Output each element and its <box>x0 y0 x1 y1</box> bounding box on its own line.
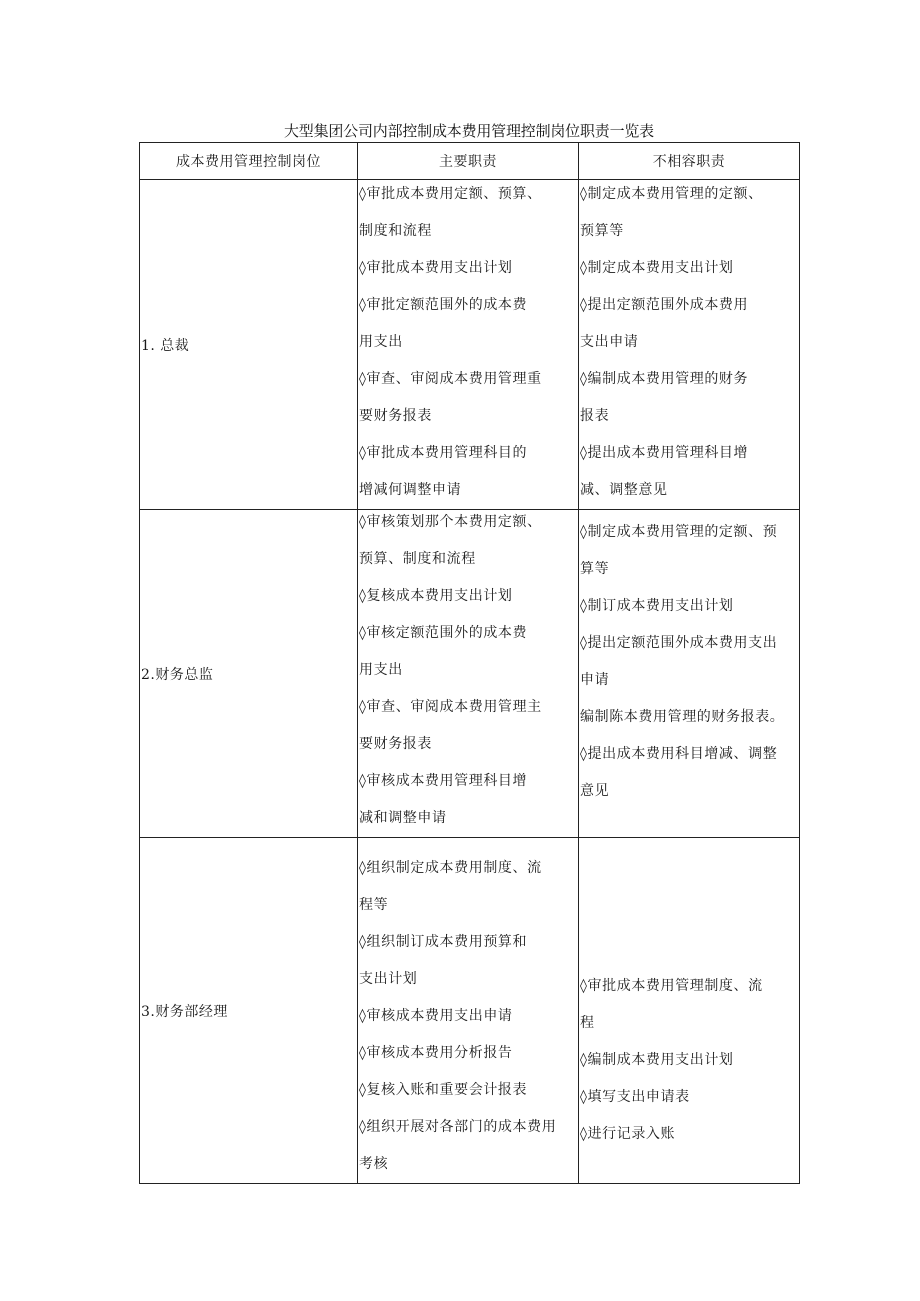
main-duty-line: ◊审核成本费用分析报告 <box>359 1045 513 1061</box>
incompatible-duty-item <box>579 361 799 435</box>
main-duty-line: 支出计划 <box>359 971 418 987</box>
main-duty-line: ◊审批定额范围外的成本费 <box>359 297 528 313</box>
main-duty-line: ◊审核策划那个本费用定额、 <box>359 514 542 530</box>
main-duty-line: ◊审查、审阅成本费用管理重 <box>359 371 542 387</box>
main-duty-line: ◊组织制定成本费用制度、流 <box>359 860 542 876</box>
main-duty-line: 考核 <box>359 1156 389 1172</box>
duty-table <box>139 142 800 1184</box>
incompatible-duty-line: ◊填写支出申请表 <box>580 1089 690 1105</box>
table-row <box>140 510 800 838</box>
main-duty-item <box>358 504 578 578</box>
main-duty-line: ◊复核入账和重要会计报表 <box>359 1082 528 1098</box>
position-cell: 3.财务部经理 <box>140 838 358 1184</box>
incompatible-duty-item <box>579 968 799 1042</box>
document-title: 大型集团公司内部控制成本费用管理控制岗位职责一览表 <box>283 122 654 140</box>
main-duty-item <box>358 361 578 435</box>
main-duty-item <box>358 689 578 763</box>
main-duty-item <box>358 287 578 361</box>
main-duty-item <box>358 998 578 1035</box>
incompatible-duty-item <box>579 699 799 736</box>
incompatible-duty-cell <box>579 180 800 510</box>
incompatible-duty-cell <box>579 838 800 1184</box>
incompatible-duty-line: 减、调整意见 <box>580 482 668 498</box>
main-duty-cell <box>358 180 579 510</box>
incompatible-duty-line: 意见 <box>580 783 610 799</box>
main-duty-line: 用支出 <box>359 334 403 350</box>
incompatible-duty-line: ◊审批成本费用管理制度、流 <box>580 978 763 994</box>
header-position: 成本费用管理控制岗位 <box>140 143 358 180</box>
incompatible-duty-line: ◊编制成本费用支出计划 <box>580 1052 734 1068</box>
main-duty-line: 用支出 <box>359 662 403 678</box>
main-duty-line: ◊审批成本费用管理科目的 <box>359 445 528 461</box>
incompatible-duty-line: 编制陈本费用管理的财务报表。 <box>580 709 785 725</box>
main-duty-item <box>358 924 578 998</box>
incompatible-duty-line: ◊制定成本费用支出计划 <box>580 260 734 276</box>
main-duty-line: 增减何调整申请 <box>359 482 462 498</box>
incompatible-duty-line: 算等 <box>580 561 610 577</box>
incompatible-duty-item <box>579 1079 799 1116</box>
incompatible-duty-line: 报表 <box>580 408 610 424</box>
table-row <box>140 838 800 1184</box>
main-duty-line: 程等 <box>359 897 389 913</box>
main-duty-item <box>358 1072 578 1109</box>
incompatible-duty-item <box>579 514 799 588</box>
incompatible-duty-item <box>579 176 799 250</box>
main-duty-line: 减和调整申请 <box>359 810 447 826</box>
incompatible-duty-item <box>579 287 799 361</box>
main-duty-line: ◊组织制订成本费用预算和 <box>359 934 528 950</box>
incompatible-duty-item <box>579 250 799 287</box>
incompatible-duty-line: ◊制定成本费用管理的定额、预 <box>580 524 778 540</box>
header-incompatible-duties: 不相容职责 <box>579 143 800 180</box>
incompatible-duty-line: 程 <box>580 1015 595 1031</box>
table-row <box>140 180 800 510</box>
main-duty-line: ◊审核成本费用支出申请 <box>359 1008 513 1024</box>
table-header-row <box>140 143 800 180</box>
incompatible-duty-line: ◊制订成本费用支出计划 <box>580 598 734 614</box>
main-duty-item <box>358 1109 578 1183</box>
main-duty-line: ◊审查、审阅成本费用管理主 <box>359 699 542 715</box>
main-duty-line: ◊审批成本费用定额、预算、 <box>359 186 542 202</box>
position-cell: 2.财务总监 <box>140 510 358 838</box>
incompatible-duty-item <box>579 588 799 625</box>
main-duty-line: ◊组织开展对各部门的成本费用 <box>359 1119 557 1135</box>
main-duty-item <box>358 435 578 509</box>
incompatible-duty-line: ◊进行记录入账 <box>580 1126 676 1142</box>
incompatible-duty-item <box>579 1042 799 1079</box>
incompatible-duty-line: ◊提出成本费用科目增减、调整 <box>580 746 778 762</box>
main-duty-line: 要财务报表 <box>359 736 432 752</box>
incompatible-duty-item <box>579 625 799 699</box>
main-duty-item <box>358 250 578 287</box>
position-cell: 1. 总裁 <box>140 180 358 510</box>
main-duty-item <box>358 1035 578 1072</box>
main-duty-item <box>358 763 578 837</box>
incompatible-duty-cell <box>579 510 800 838</box>
main-duty-cell <box>358 838 579 1184</box>
incompatible-duty-line: ◊提出定额范围外成本费用 <box>580 297 749 313</box>
incompatible-duty-line: ◊提出定额范围外成本费用支出 <box>580 635 778 651</box>
main-duty-line: ◊复核成本费用支出计划 <box>359 588 513 604</box>
incompatible-duty-line: ◊制定成本费用管理的定额、 <box>580 186 763 202</box>
main-duty-line: ◊审核定额范围外的成本费 <box>359 625 528 641</box>
main-duty-line: 制度和流程 <box>359 223 432 239</box>
main-duty-line: ◊审批成本费用支出计划 <box>359 260 513 276</box>
main-duty-line: 预算、制度和流程 <box>359 551 476 567</box>
main-duty-cell <box>358 510 579 838</box>
header-main-duties: 主要职责 <box>358 143 579 180</box>
main-duty-item <box>358 850 578 924</box>
incompatible-duty-line: ◊提出成本费用管理科目增 <box>580 445 749 461</box>
main-duty-item <box>358 615 578 689</box>
main-duty-line: 要财务报表 <box>359 408 432 424</box>
incompatible-duty-line: ◊编制成本费用管理的财务 <box>580 371 749 387</box>
incompatible-duty-item <box>579 736 799 810</box>
main-duty-line: ◊审核成本费用管理科目增 <box>359 773 528 789</box>
incompatible-duty-line: 申请 <box>580 672 610 688</box>
incompatible-duty-item <box>579 1116 799 1153</box>
incompatible-duty-line: 预算等 <box>580 223 624 239</box>
incompatible-duty-line: 支出申请 <box>580 334 639 350</box>
incompatible-duty-item <box>579 435 799 509</box>
main-duty-item <box>358 578 578 615</box>
main-duty-item <box>358 176 578 250</box>
